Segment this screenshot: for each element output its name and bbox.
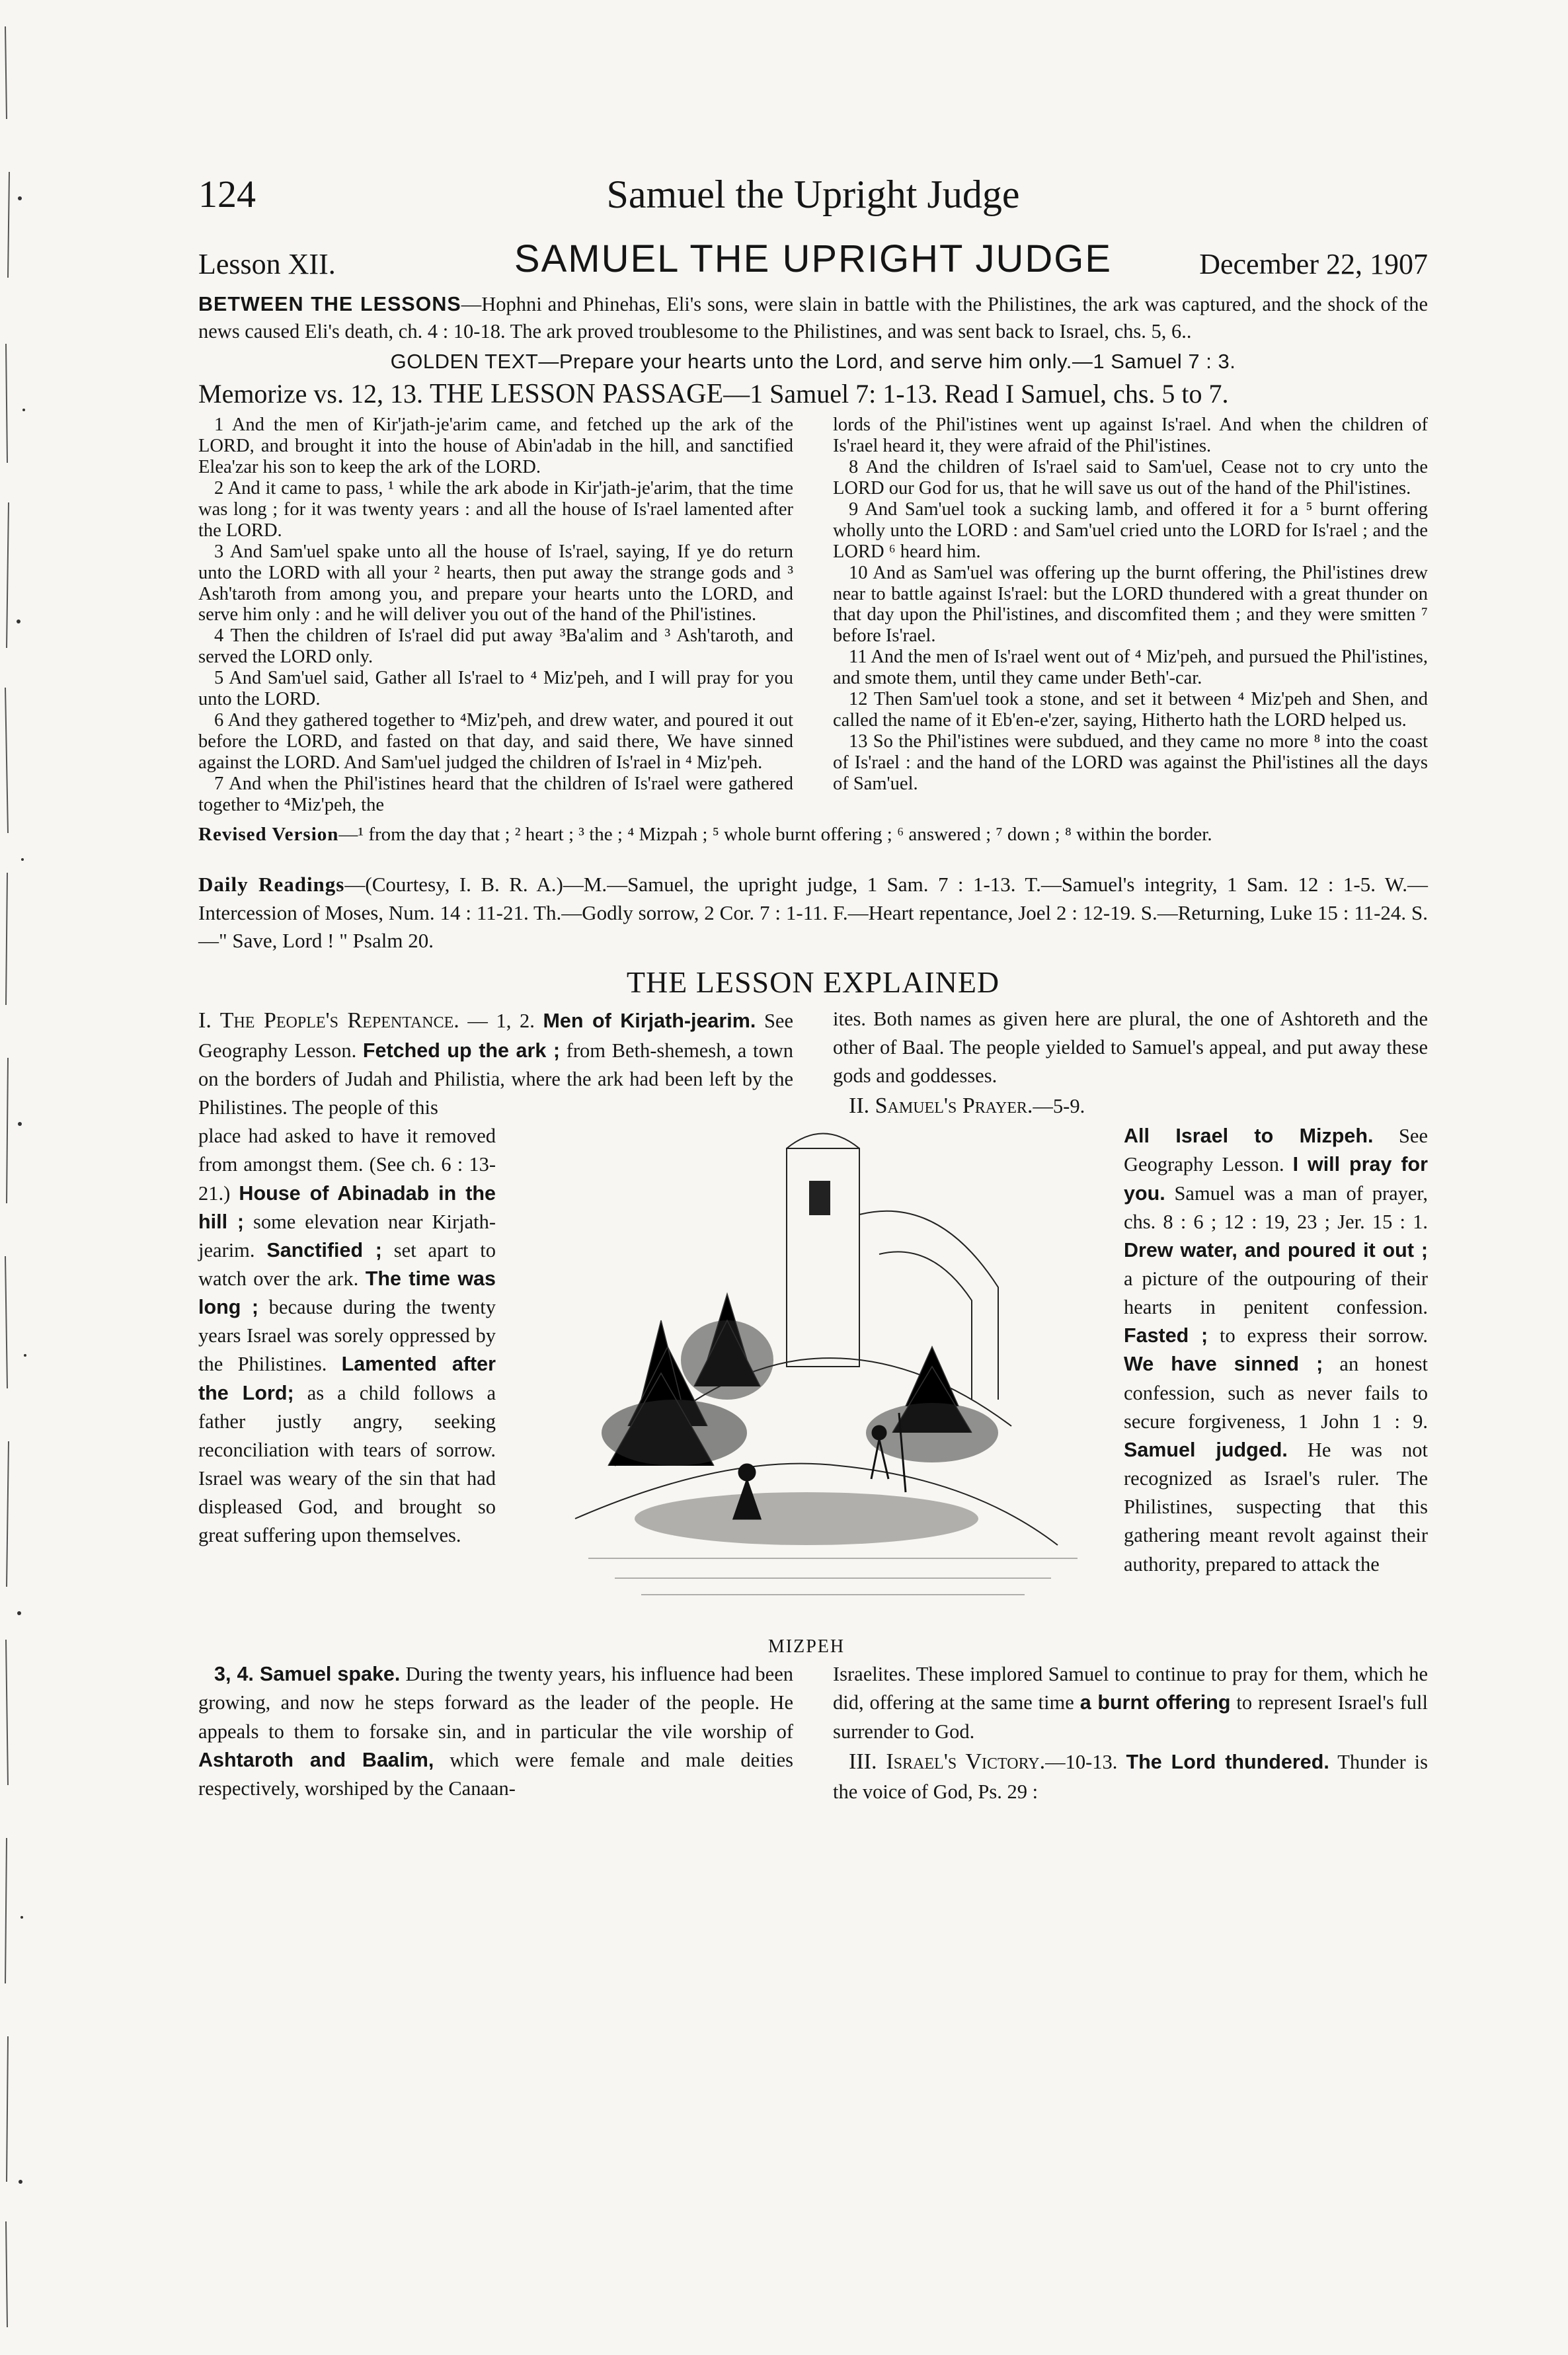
passage-title: THE LESSON PASSAGE [429, 378, 724, 409]
note-text: He was not recognized as Israel's ruler. The Philistines, suspecting that this gathering meant revolt against their authority, prepared to attack the [1124, 1438, 1428, 1576]
term-drew-water: Drew water, and poured it out ; [1124, 1238, 1428, 1261]
figure-caption: MIZPEH [767, 1636, 845, 1657]
note-text: to represent Israel's full surrender to God. [833, 1691, 1428, 1743]
term-we-have-sinned: We have sinned ; [1124, 1353, 1323, 1376]
verse-13: 13 So the Phil'istines were subdued, and they came no more ⁸ into the coast of Is'rael : and the hand of the LORD was against the Phil'istines all the days of Sam'uel. [833, 731, 1428, 794]
explained-top [198, 1005, 1428, 1123]
verse-2: 2 And it came to pass, ¹ while the ark abode in Kir'jath-je'arim, that the time was long ; for it was twenty years : and all the house of Is'rael lamented after the LORD. [198, 478, 793, 541]
section-2-verses: —5-9. [1033, 1095, 1085, 1118]
running-head [198, 165, 1428, 225]
term-the-lord-thundered: The Lord thundered. [1126, 1750, 1329, 1773]
between-label: BETWEEN THE LESSONS [198, 293, 461, 315]
note-text: a picture of the outpouring of their hearts in penitent confession. [1124, 1267, 1428, 1319]
between-text: —Hophni and Phinehas, Eli's sons, were slain in battle with the Philistines, the ark was captured, and the shock of the news caused Eli's death, ch. 4 : 10-18. The ark proved troublesome to the Philistines, and was sent back to Israel, chs. 5, 6.. [198, 293, 1429, 343]
note-text: from Beth-shemesh, a town on the borders of Judah and Philistia, where the ark had been left by the Philistines. The people of this [198, 1039, 793, 1119]
page-number: 124 [198, 173, 256, 216]
verse-4: 4 Then the children of Is'rael did put away ³Ba'alim and ³ Ash'taroth, and served the LORD only. [198, 625, 793, 668]
note-text: set apart to watch over the ark. [198, 1238, 496, 1290]
term-a-burnt-offering: a burnt offering [1079, 1691, 1231, 1714]
term-samuel-judged: Samuel judged. [1124, 1438, 1288, 1461]
verse-12: 12 Then Sam'uel took a stone, and set it between ⁴ Miz'peh and Shen, and called the name of it Eb'en-e'zer, saying, Hitherto hath the LORD helped us. [833, 689, 1428, 731]
passage-reference: —1 Samuel 7: 1-13. Read I Samuel, chs. 5 to 7. [723, 378, 1229, 409]
term-fasted: Fasted ; [1124, 1324, 1208, 1347]
section-1-heading: I. The People's Repentance. [198, 1008, 459, 1033]
term-ashtaroth-and-baalim: Ashtaroth and Baalim, [198, 1748, 434, 1771]
term-lamented-after-the-lord: Lamented after the Lord; [198, 1353, 496, 1404]
passage-right-column [833, 415, 1428, 815]
revised-version-label: Revised Version [198, 823, 339, 845]
golden-text: GOLDEN TEXT—Prepare your hearts unto the Lord, and serve him only.—1 Samuel 7 : 3. [390, 349, 1236, 373]
verse-9: 9 And Sam'uel took a sucking lamb, and offered it for a ⁵ burnt offering wholly unto the LORD : and Sam'uel cried unto the LORD for Is'rael ; and the LORD ⁶ heard him. [833, 499, 1428, 562]
revised-version-text: —¹ from the day that ; ² heart ; ³ the ; ⁴ Mizpah ; ⁵ whole burnt offering ; ⁶ answered ; ⁷ down ; ⁸ within the border. [338, 823, 1212, 845]
term-house-of-abinadab: House of Abinadab in the hill ; [198, 1181, 496, 1233]
daily-readings-label: Daily Readings [198, 873, 345, 897]
running-title: Samuel the Upright Judge [606, 173, 1020, 216]
lesson-passage [198, 415, 1428, 815]
memorize-verses: Memorize vs. 12, 13. [198, 378, 423, 409]
note-text: as a child follows a father justly angry, seeking reconciliation with tears of sorrow. Israel was weary of the sin that had displeased God, and brought so great suffering upon themselves. [198, 1381, 496, 1547]
note-text: Thunder is the voice of God, Ps. 29 : [833, 1750, 1429, 1803]
note-text: to express their sorrow. [1208, 1324, 1428, 1347]
note-text: See Geography Lesson. [198, 1009, 794, 1062]
lesson-heading [198, 231, 1428, 291]
verse-10: 10 And as Sam'uel was offering up the burnt offering, the Phil'istines drew near to battle against Is'rael: but the LORD thundered with a great thunder on that day upon the Phil'istines, and discomfited them ; and they were smitten ⁷ before Is'rael. [833, 562, 1428, 647]
between-the-lessons [198, 291, 1428, 346]
daily-readings-text: —(Courtesy, I. B. R. A.)—M.—Samuel, the upright judge, 1 Sam. 7 : 1-13. T.—Samuel's integrity, 1 Sam. 12 : 1-5. W.—Intercession of Moses, Num. 14 : 11-21. Th.—Godly sorrow, 2 Cor. 7 : 1-11. F.—Heart repentance, Joel 2 : 12-19. S.—Returning, Luke 15 : 11-24. S.—" Save, Lord ! " Psalm 20. [198, 873, 1428, 953]
section-2-heading: II. Samuel's Prayer. [849, 1094, 1033, 1119]
term-sanctified: Sanctified ; [266, 1238, 382, 1261]
verse-11: 11 And the men of Is'rael went out of ⁴ Miz'peh, and pursued the Phil'istines, and smote them, until they came under Beth'-car. [833, 647, 1428, 689]
note-text: place had asked to have it removed from amongst them. (See ch. 6 : 13-21.) [198, 1125, 496, 1205]
term-men-of-kirjath-jearim: Men of Kirjath-jearim. [543, 1009, 756, 1032]
note-text: See Geography Lesson. [1124, 1125, 1429, 1176]
passage-heading [198, 378, 1428, 411]
explained-left-narrow [198, 1122, 496, 1550]
page [198, 165, 1428, 1806]
explained-right-bottom [833, 1660, 1428, 1806]
verse-1: 1 And the men of Kir'jath-je'arim came, and fetched up the ark of the LORD, and brought it into the house of Abin'adab in the hill, and sanctified Elea'zar his son to keep the ark of the LORD. [198, 415, 793, 478]
note-text: Israelites. These implored Samuel to continue to pray for them, which he did, offering at the same time [833, 1663, 1428, 1714]
note-text: ites. Both names as given here are plural, the one of Ashtoreth and the other of Baal. The people yielded to Samuel's appeal, and put away these gods and goddesses. [833, 1007, 1428, 1087]
explained-left-bottom [198, 1660, 793, 1806]
section-3-heading: III. Israel's Victory. [849, 1749, 1046, 1774]
note-text: an honest confession, such as never fails to secure forgiveness, 1 John 1 : 9. [1124, 1353, 1428, 1433]
explained-bottom [198, 1660, 1428, 1806]
verse-5: 5 And Sam'uel said, Gather all Is'rael to ⁴ Miz'peh, and I will pray for you unto the LORD. [198, 668, 793, 710]
note-text: During the twenty years, his influence had been growing, and now he steps forward as the leader of the people. He appeals to them to forsake sin, and in particular the vile worship of [198, 1663, 793, 1743]
lesson-explained-heading: THE LESSON EXPLAINED [626, 965, 1000, 999]
verse-7-cont: lords of the Phil'istines went up against Is'rael. And when the children of Is'rael heard it, they were afraid of the Phil'istines. [833, 415, 1428, 457]
explained-right-narrow [1124, 1122, 1428, 1579]
section-1-verses: — 1, 2. [467, 1009, 535, 1032]
daily-readings [198, 871, 1428, 955]
figure-region [198, 1122, 1428, 1657]
verse-8: 8 And the children of Is'rael said to Sam'uel, Cease not to cry unto the LORD our God for us, that he will save us out of the hand of the Phil'istines. [833, 457, 1428, 499]
term-i-will-pray-for-you: I will pray for you. [1124, 1153, 1428, 1205]
mizpeh-illustration [509, 1122, 1104, 1657]
note-text: some elevation near Kirjath-jearim. [198, 1210, 496, 1261]
note-text: because during the twenty years Israel was sorely oppressed by the Philistines. [198, 1296, 496, 1376]
term-the-time-was-long: The time was long ; [198, 1267, 496, 1319]
verse-3: 3 And Sam'uel spake unto all the house of Is'rael, saying, If ye do return unto the LORD with all your ² hearts, then put away the strange gods and ³ Ash'taroth from among you, and prepare your hearts unto the LORD, and serve him only : and he will deliver you out of the hand of the Phil'istines. [198, 541, 793, 625]
note-text: Samuel was a man of prayer, chs. 8 : 6 ; 12 : 19, 23 ; Jer. 15 : 1. [1124, 1181, 1428, 1233]
verse-7: 7 And when the Phil'istines heard that the children of Is'rael were gathered together to ⁴Miz'peh, the [198, 773, 793, 815]
term-samuel-spake: 3, 4. Samuel spake. [214, 1663, 401, 1686]
term-fetched-up-the-ark: Fetched up the ark ; [362, 1039, 560, 1062]
scan-margin-strip [0, 0, 46, 2352]
lesson-number: Lesson XII. [198, 248, 336, 280]
note-text: which were female and male deities respectively, worshiped by the Canaan- [198, 1748, 793, 1800]
passage-left-column [198, 415, 793, 815]
verse-6: 6 And they gathered together to ⁴Miz'peh, and drew water, and poured it out before the LORD, and fasted on that day, and said there, We have sinned against the LORD. And Sam'uel judged the children of Is'rael in ⁴ Miz'peh. [198, 710, 793, 773]
explained-right-top [833, 1005, 1428, 1123]
section-3-verses: —10-13. [1045, 1750, 1118, 1773]
engraving-ruined-tower-illustration-icon [509, 1122, 1104, 1624]
explained-left-top [198, 1005, 793, 1123]
term-all-israel-to-mizpeh: All Israel to Mizpeh. [1124, 1125, 1374, 1148]
lesson-date: December 22, 1907 [1199, 248, 1428, 280]
lesson-title: SAMUEL THE UPRIGHT JUDGE [514, 237, 1113, 280]
revised-version [198, 822, 1428, 848]
